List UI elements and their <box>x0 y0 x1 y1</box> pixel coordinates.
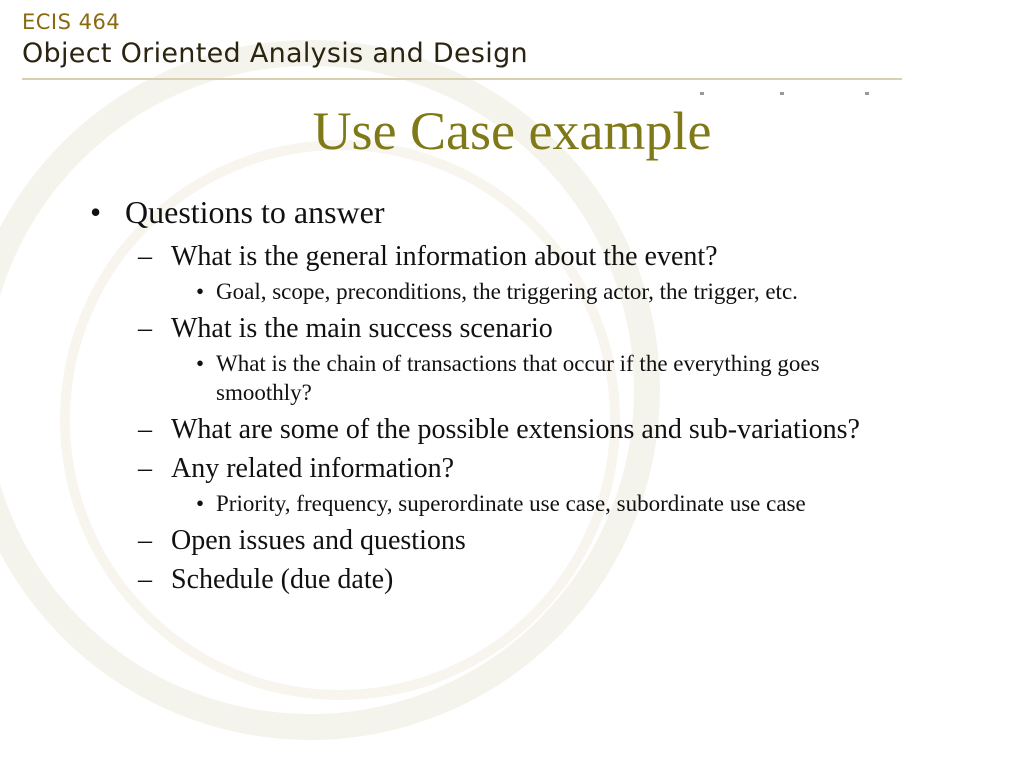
slide-title: Use Case example <box>312 101 712 161</box>
sub-item <box>90 524 960 557</box>
bullet-item <box>90 192 960 232</box>
bullet-text: Questions to answer <box>125 194 385 230</box>
sub-item-text: Schedule (due date) <box>171 564 394 595</box>
course-title: Object Oriented Analysis and Design <box>22 38 528 69</box>
detail-item <box>90 349 916 407</box>
sub-item-text: What are some of the possible extensions and sub-variations? <box>171 414 860 445</box>
dash-icon: – <box>138 414 152 445</box>
bullet-icon: • <box>196 279 205 304</box>
divider-dot <box>780 92 784 95</box>
dash-icon: – <box>138 453 152 484</box>
bullet-icon: • <box>196 491 205 516</box>
detail-item-text: Priority, frequency, superordinate use case, subordinate use case <box>216 491 806 516</box>
detail-item <box>90 277 916 306</box>
sub-item <box>90 413 960 446</box>
sub-item-text: What is the main success scenario <box>171 313 553 344</box>
sub-item <box>90 563 960 596</box>
dash-icon: – <box>138 525 152 556</box>
sub-item-text: What is the general information about the event? <box>171 241 718 272</box>
sub-item <box>90 240 960 273</box>
divider-dot <box>700 92 704 95</box>
slide-body <box>90 192 960 596</box>
sub-item <box>90 452 960 485</box>
detail-item <box>90 489 916 518</box>
bullet-icon: • <box>90 194 102 230</box>
divider-dot <box>865 92 869 95</box>
sub-item-text: Open issues and questions <box>171 525 466 556</box>
dash-icon: – <box>138 313 152 344</box>
dash-icon: – <box>138 564 152 595</box>
bullet-icon: • <box>196 351 205 376</box>
course-code: ECIS 464 <box>22 10 121 34</box>
detail-item-text: What is the chain of transactions that occur if the everything goes smoothly? <box>216 351 820 405</box>
sub-item <box>90 312 960 345</box>
detail-item-text: Goal, scope, preconditions, the triggering actor, the trigger, etc. <box>216 279 798 304</box>
dash-icon: – <box>138 241 152 272</box>
sub-item-text: Any related information? <box>171 453 455 484</box>
header-divider <box>22 78 902 80</box>
